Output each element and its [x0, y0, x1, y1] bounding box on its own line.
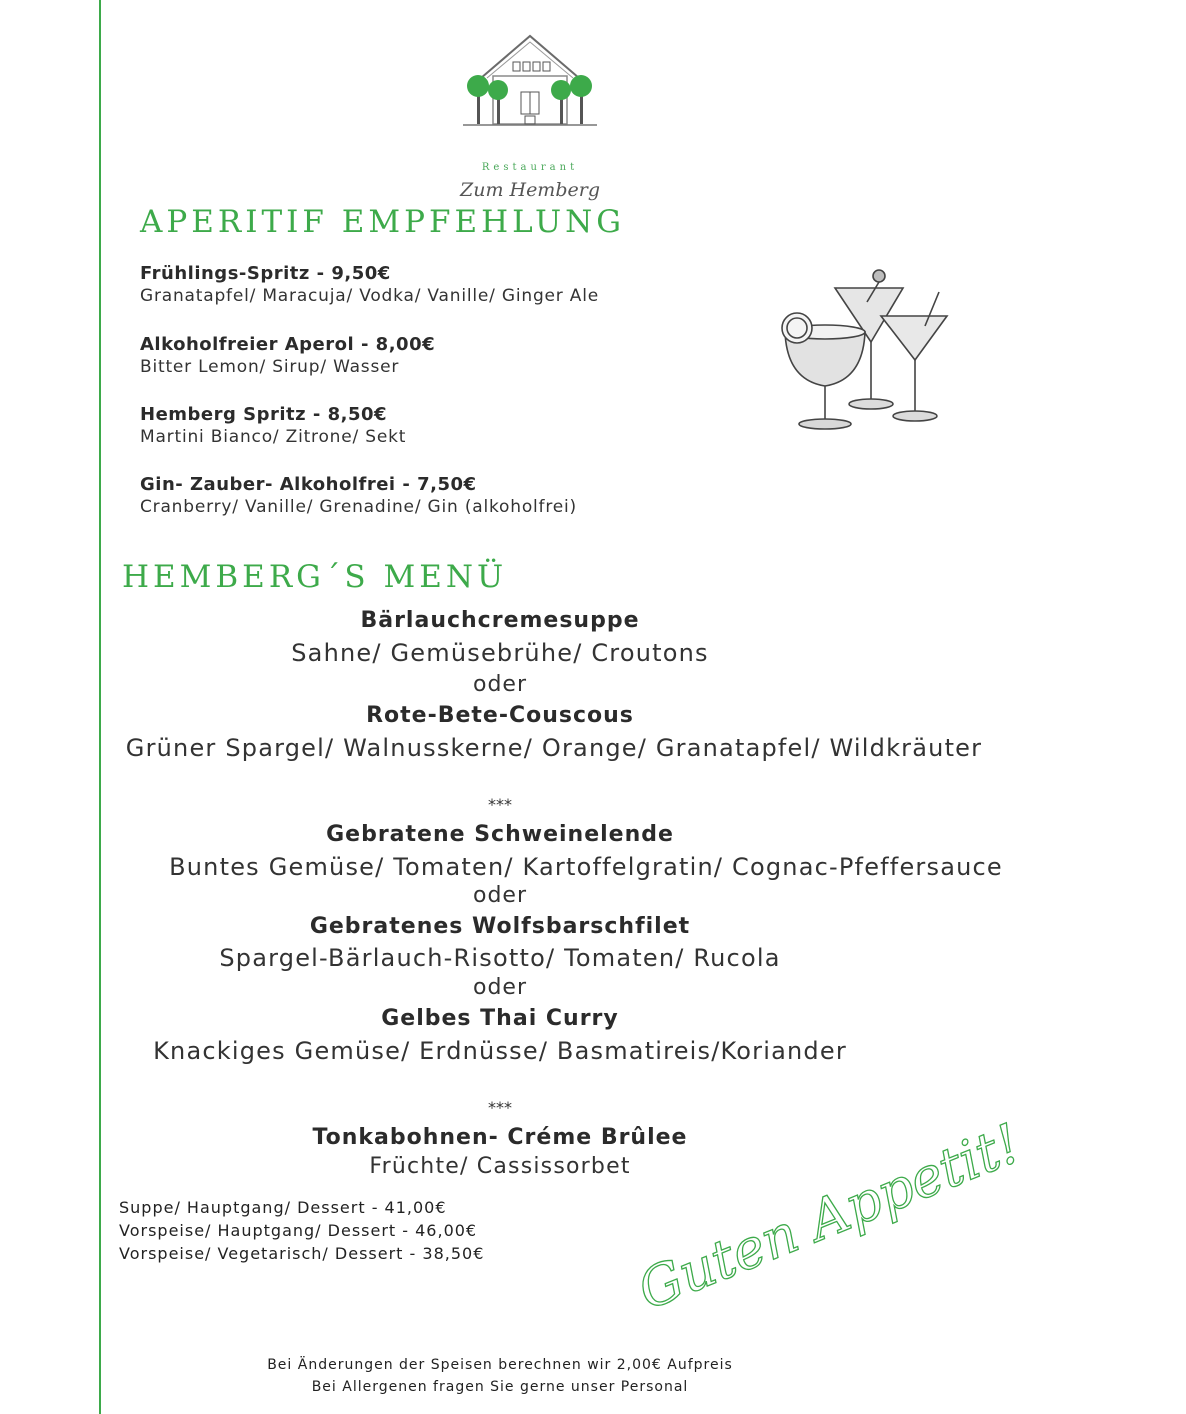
- aperitif-name: Hemberg Spritz - 8,50€: [140, 404, 388, 425]
- menu-dish-name: Bärlauchcremesuppe: [360, 608, 640, 633]
- aperitif-desc: Martini Bianco/ Zitrone/ Sekt: [140, 427, 407, 447]
- menu-oder: oder: [472, 883, 527, 908]
- menu-dish-desc: Früchte/ Cassissorbet: [369, 1154, 631, 1179]
- menu-dish-name: Gebratene Schweinelende: [326, 822, 674, 847]
- footer-note: Bei Änderungen der Speisen berechnen wir 2,00€ Aufpreis: [267, 1357, 733, 1373]
- price-line: Vorspeise/ Hauptgang/ Dessert - 46,00€: [119, 1221, 478, 1240]
- menu-divider: ***: [488, 1098, 512, 1117]
- aperitif-item: [140, 263, 599, 307]
- aperitif-name: Gin- Zauber- Alkoholfrei - 7,50€: [140, 474, 477, 495]
- menu-dish-name: Gelbes Thai Curry: [381, 1006, 619, 1031]
- logo-restaurant-text: Restaurant: [481, 162, 579, 173]
- menu-oder: oder: [472, 672, 527, 697]
- menu-dish-desc: Spargel-Bärlauch-Risotto/ Tomaten/ Rucola: [219, 944, 781, 972]
- menu-oder: oder: [472, 975, 527, 1000]
- menu-dish-desc: Grüner Spargel/ Walnusskerne/ Orange/ Granatapfel/ Wildkräuter: [125, 734, 983, 762]
- menu-dish-desc: Knackiges Gemüse/ Erdnüsse/ Basmatireis/Koriander: [153, 1037, 847, 1065]
- footer-note: Bei Allergenen fragen Sie gerne unser Personal: [311, 1379, 689, 1395]
- cocktail-glasses-icon: [775, 262, 955, 438]
- menu-dish-desc: Buntes Gemüse/ Tomaten/ Kartoffelgratin/ Cognac-Pfeffersauce: [169, 853, 1003, 881]
- menu-prices: [119, 1196, 484, 1265]
- aperitif-desc: Bitter Lemon/ Sirup/ Wasser: [140, 357, 400, 377]
- aperitif-item: [140, 404, 406, 448]
- house-trees-logo-icon: [463, 30, 597, 130]
- guten-appetit-signature: [629, 1111, 1030, 1324]
- menu-dish-name: Gebratenes Wolfsbarschfilet: [309, 914, 691, 939]
- aperitif-desc: Granatapfel/ Maracuja/ Vodka/ Vanille/ Ginger Ale: [140, 286, 600, 306]
- price-line: Vorspeise/ Vegetarisch/ Dessert - 38,50€: [119, 1244, 485, 1263]
- cocktail-illustration: [775, 262, 955, 442]
- aperitif-item: [140, 334, 435, 378]
- aperitif-name: Alkoholfreier Aperol - 8,00€: [140, 334, 436, 355]
- aperitif-desc: Cranberry/ Vanille/ Grenadine/ Gin (alkoholfrei): [140, 497, 577, 517]
- aperitif-item: [140, 474, 577, 518]
- aperitif-name: Frühlings-Spritz - 9,50€: [140, 263, 391, 284]
- signature-text: Guten Appetit!: [629, 1111, 1030, 1323]
- menu-dish-desc: Sahne/ Gemüsebrühe/ Croutons: [291, 639, 709, 667]
- menu-dish-name: Tonkabohnen- Créme Brûlee: [312, 1125, 688, 1150]
- price-line: Suppe/ Hauptgang/ Dessert - 41,00€: [119, 1198, 447, 1217]
- menu-dish-name: Rote-Bete-Couscous: [366, 703, 634, 728]
- aperitif-title: APERITIF EMPFEHLUNG: [140, 204, 626, 240]
- menu-title: HEMBERG´S MENÜ: [122, 559, 508, 595]
- logo-name-text: Zum Hemberg: [460, 179, 600, 201]
- restaurant-logo: [455, 30, 605, 201]
- menu-divider: ***: [488, 795, 512, 814]
